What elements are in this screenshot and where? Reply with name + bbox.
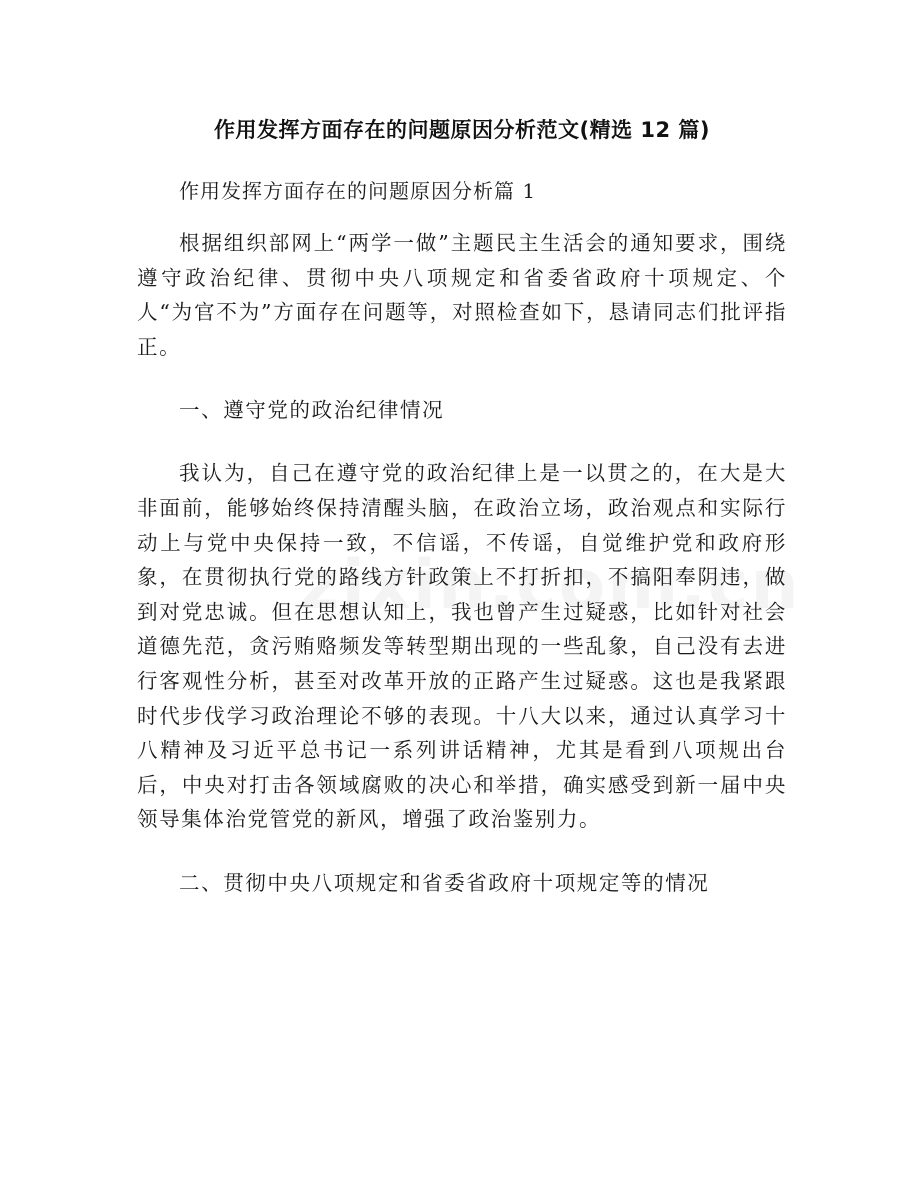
section-1-heading: 一、遵守党的政治纪律情况 — [179, 398, 445, 423]
document-title: 作用发挥方面存在的问题原因分析范文(精选 12 篇) — [213, 118, 711, 142]
section-1-paragraph: 我认为，自己在遵守党的政治纪律上是一以贯之的，在大是大非面前，能够始终保持清醒头脑，在政治立场，政治观点和实际行动上与党中央保持一致，不信谣，不传谣，自觉维护党和政府形象，在贯彻执行党的路线方针政策上不打折扣，不搞阳奉阴违，做到对党忠诚。但在思想认知上，我也曾产生过疑惑，比如针对社会道德先范，贪污贿赂频发等转型期出现的一些乱象，自己没有去进行客观性分析，甚至对改革开放的正路产生过疑惑。这也是我紧跟时代步伐学习政治理论不够的表现。十八大以来，通过认真学习十八精神及习近平总书记一系列讲话精神，尤其是看到八项规出台后，中央对打击各领域腐败的决心和举措，确实感受到新一届中央领导集体治党管党的新风，增强了政治鉴别力。 — [137, 461, 787, 832]
document-body — [137, 113, 787, 900]
intro-paragraph: 根据组织部网上“两学一做”主题民主生活会的通知要求，围绕遵守政治纪律、贯彻中央八项规定和省委省政府十项规定、个人“为官不为”方面存在问题等，对照检查如下，恳请同志们批评指正。 — [137, 231, 787, 359]
article-subtitle: 作用发挥方面存在的问题原因分析篇 1 — [179, 179, 537, 203]
section-2-heading: 二、贯彻中央八项规定和省委省政府十项规定等的情况 — [179, 870, 710, 895]
